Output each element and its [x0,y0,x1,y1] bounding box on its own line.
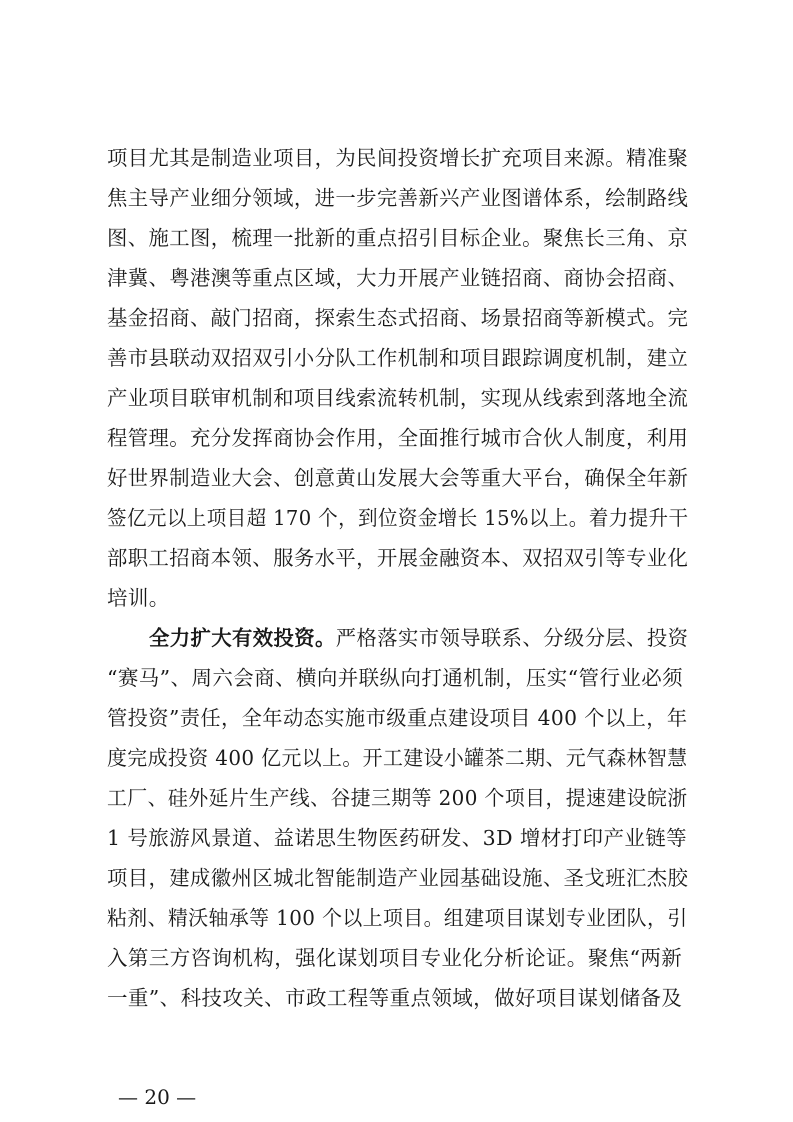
paragraph-2-line-4: 度完成投资 400 亿元以上。开工建设小罐茶二期、元气森林智慧 [107,746,688,770]
paragraph-1-line-9: 好世界制造业大会、创意黄山发展大会等重大平台，确保全年新 [107,466,689,490]
page-number: — 20 — [118,1085,197,1109]
paragraph-2-first-line-text: 严格落实市领导联系、分级分层、投资 [335,626,689,650]
paragraph-1-line-10: 签亿元以上项目超 170 个，到位资金增长 15%以上。着力提升干 [107,506,689,530]
paragraph-1-line-1: 项目尤其是制造业项目，为民间投资增长扩充项目来源。精准聚 [107,146,689,170]
paragraph-2-line-1 [149,618,688,658]
paragraph-2-line-7: 项目，建成徽州区城北智能制造产业园基础设施、圣戈班汇杰胶 [107,866,689,890]
paragraph-2-line-9: 入第三方咨询机构，强化谋划项目专业化分析论证。聚焦“两新 [107,946,683,970]
paragraph-1-line-4: 津冀、粤港澳等重点区域，大力开展产业链招商、商协会招商、 [107,266,689,290]
paragraph-1-line-6: 善市县联动双招双引小分队工作机制和项目跟踪调度机制，建立 [107,346,689,370]
paragraph-2-line-10: 一重”、科技攻关、市政工程等重点领域，做好项目谋划储备及 [107,986,683,1010]
paragraph-1-line-8: 程管理。充分发挥商协会作用，全面推行城市合伙人制度，利用 [107,426,689,450]
paragraph-2-heading: 全力扩大有效投资。 [149,626,336,650]
paragraph-1-line-5: 基金招商、敲门招商，探索生态式招商、场景招商等新模式。完 [107,306,689,330]
paragraph-2-line-3: 管投资”责任，全年动态实施市级重点建设项目 400 个以上，年 [107,706,688,730]
paragraph-1-line-7: 产业项目联审机制和项目线索流转机制，实现从线索到落地全流 [107,386,689,410]
paragraph-2-line-8: 粘剂、精沃轴承等 100 个以上项目。组建项目谋划专业团队，引 [107,906,688,930]
paragraph-1-line-11: 部职工招商本领、服务水平，开展金融资本、双招双引等专业化 [107,546,689,570]
paragraph-1-line-2: 焦主导产业细分领域，进一步完善新兴产业图谱体系，绘制路线 [107,186,689,210]
paragraph-2-line-2: “赛马”、周六会商、横向并联纵向打通机制，压实“管行业必须 [107,666,684,690]
paragraph-1-line-12: 培训。 [107,586,170,610]
paragraph-2-line-5: 工厂、硅外延片生产线、谷捷三期等 200 个项目，提速建设皖浙 [107,786,688,810]
paragraph-2-line-6: 1 号旅游风景道、益诺思生物医药研发、3D 增材打印产业链等 [107,826,688,850]
paragraph-1-line-3: 图、施工图，梳理一批新的重点招引目标企业。聚焦长三角、京 [107,226,689,250]
